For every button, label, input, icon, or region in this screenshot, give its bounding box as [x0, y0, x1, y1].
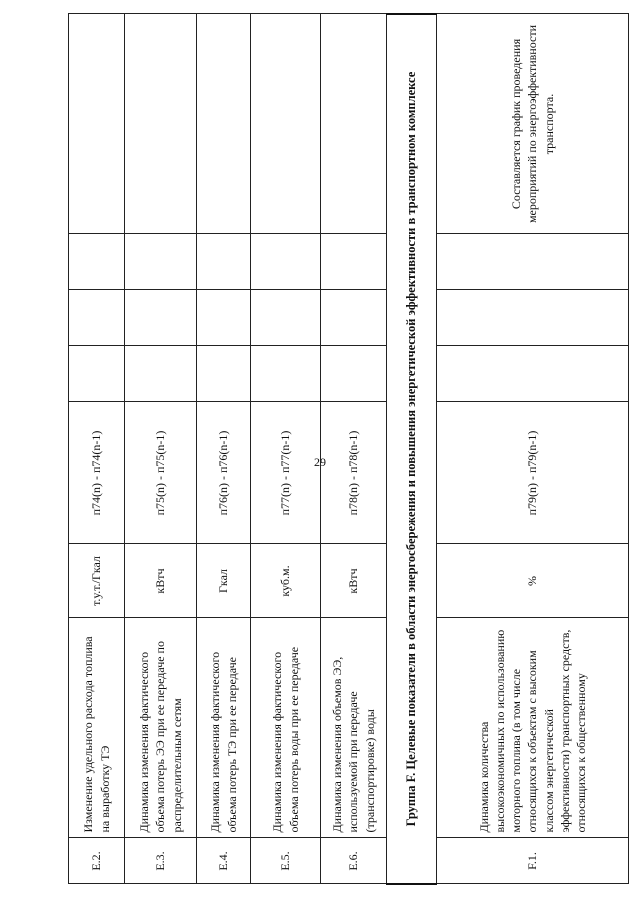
row-unit: кВтч: [125, 544, 197, 618]
table-row: [197, 14, 251, 884]
empty-cell: [321, 346, 387, 402]
row-formula: п77(n) - п77(n-1): [251, 402, 321, 544]
row-formula: п76(n) - п76(n-1): [197, 402, 251, 544]
row-note: Составляется график проведения мероприятий по энергоэффективности транспорта.: [437, 14, 629, 234]
row-unit: т.у.т./Гкал: [69, 544, 125, 618]
empty-cell: [69, 290, 125, 346]
row-id: E.3.: [125, 838, 197, 884]
row-formula: п79(n) - п79(n-1): [437, 402, 629, 544]
row-formula: п75(n) - п75(n-1): [125, 402, 197, 544]
empty-cell: [321, 290, 387, 346]
row-unit: кВтч: [321, 544, 387, 618]
group-title: Группа F. Целевые показатели в области энергосбережения и повышения энергетической эффективности в транспортном комплексе: [387, 14, 437, 884]
empty-cell: [437, 234, 629, 290]
table-row: [251, 14, 321, 884]
row-name: Динамика изменения фактического объема потерь воды при ее передаче: [251, 618, 321, 838]
empty-cell: [321, 14, 387, 234]
table-row: [321, 14, 387, 884]
row-unit: куб.м.: [251, 544, 321, 618]
group-header-row: [387, 14, 437, 884]
empty-cell: [69, 234, 125, 290]
empty-cell: [251, 234, 321, 290]
empty-cell: [69, 14, 125, 234]
empty-cell: [437, 346, 629, 402]
row-formula: п78(n) - п78(n-1): [321, 402, 387, 544]
row-id: E.4.: [197, 838, 251, 884]
empty-cell: [125, 346, 197, 402]
empty-cell: [69, 346, 125, 402]
row-id: E.5.: [251, 838, 321, 884]
empty-cell: [251, 290, 321, 346]
row-unit: %: [437, 544, 629, 618]
empty-cell: [125, 234, 197, 290]
row-id: E.2.: [69, 838, 125, 884]
row-unit: Гкал: [197, 544, 251, 618]
page-number: 29: [314, 455, 326, 469]
empty-cell: [251, 14, 321, 234]
row-id: E.6.: [321, 838, 387, 884]
row-name: Динамика изменения фактического объема потерь ЭЭ при ее передаче по распределительным сетям: [125, 618, 197, 838]
empty-cell: [197, 290, 251, 346]
table-row: [437, 14, 629, 884]
empty-cell: [125, 14, 197, 234]
empty-cell: [321, 234, 387, 290]
row-id: F.1.: [437, 838, 629, 884]
row-name: Динамика изменения фактического объема потерь ТЭ при ее передаче: [197, 618, 251, 838]
row-formula: п74(n) - п74(n-1): [69, 402, 125, 544]
row-name: Изменение удельного расхода топлива на выработку ТЭ: [69, 618, 125, 838]
indicators-table: [68, 13, 629, 885]
empty-cell: [125, 290, 197, 346]
row-name: Динамика количества высокоэкономичных по использованию моторного топлива (в том числе относящихся к объектам с высоким классом энергетической эффективности) транспортных средств, относящихся к общественному: [437, 618, 629, 838]
table-row: [69, 14, 125, 884]
empty-cell: [437, 290, 629, 346]
empty-cell: [197, 234, 251, 290]
row-name: Динамика изменения объемов ЭЭ, используемой при передаче (транспортировке) воды: [321, 618, 387, 838]
table-row: [125, 14, 197, 884]
empty-cell: [197, 14, 251, 234]
empty-cell: [197, 346, 251, 402]
empty-cell: [251, 346, 321, 402]
rotated-table-container: [68, 15, 628, 885]
